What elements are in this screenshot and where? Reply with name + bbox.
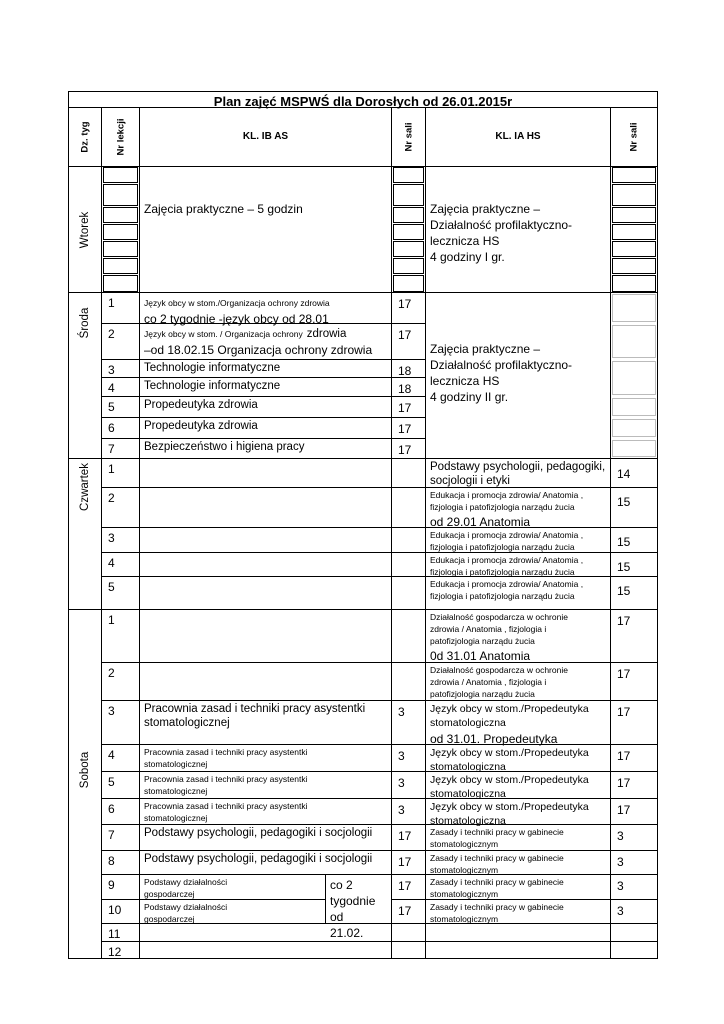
lesson-number: 7 [101, 824, 140, 851]
subject: Technologie informatyczne [144, 362, 281, 374]
lesson-cell [139, 438, 392, 459]
room-number: 3 [391, 798, 426, 825]
header-room-a-label: Nr sali [403, 122, 414, 152]
room-number: 18 [391, 359, 426, 378]
room-number [391, 923, 426, 942]
lesson-cell [425, 798, 611, 825]
lesson-cell [139, 824, 392, 851]
empty-slot [103, 184, 138, 206]
empty-slot [612, 294, 656, 322]
room-number [610, 941, 658, 959]
lesson-cell [425, 662, 611, 701]
header-lesson-no [101, 107, 140, 167]
lesson-number: 4 [101, 377, 140, 397]
subject: Język obcy w stom./Propedeutyka stomatologiczna [430, 747, 589, 773]
lesson-cell [139, 850, 392, 875]
room-number: 17 [391, 323, 426, 360]
header-class-ia: KL. IA HS [425, 107, 611, 167]
subject: Edukacja i promocja zdrowia/ Anatomia , fizjologia i patofizjologia narządu żucia [430, 555, 584, 577]
day-saturday [68, 609, 102, 959]
room-number: 17 [391, 850, 426, 875]
empty-slot [612, 224, 656, 240]
lesson-cell [139, 552, 392, 577]
subject: Propedeutyka zdrowia [144, 399, 258, 411]
lesson-cell [139, 377, 392, 397]
subject: Pracownia zasad i techniki pracy asystentki stomatologicznej [144, 703, 366, 729]
lesson-cell [425, 744, 611, 772]
page-title: Plan zajęć MSPWŚ dla Dorosłych od 26.01.2015r [68, 91, 658, 108]
subject: Edukacja i promocja zdrowia/ Anatomia , fizjologia i patofizjologia narządu żucia [430, 490, 584, 512]
lesson-cell [139, 323, 392, 360]
lesson-cell [425, 487, 611, 528]
day-label: Sobota [79, 751, 91, 789]
subject: Edukacja i promocja zdrowia/ Anatomia , fizjologia i patofizjologia narządu żucia [430, 530, 584, 552]
subject: Podstawy psychologii, pedagogiki i socjologii [144, 827, 373, 839]
lesson-number: 2 [101, 662, 140, 701]
empty-slot [612, 275, 656, 292]
empty-slot [103, 224, 138, 240]
empty-slot [612, 398, 656, 416]
empty-slot [612, 184, 656, 206]
room-number: 3 [610, 899, 658, 924]
lesson-number: 1 [101, 458, 140, 488]
room-number [391, 458, 426, 488]
lesson-cell [425, 850, 611, 875]
room-number: 3 [610, 824, 658, 851]
lesson-cell [139, 874, 326, 900]
room-number: 3 [610, 850, 658, 875]
subject: Podstawy psychologii, pedagogiki, socjologii i etyki [430, 461, 606, 487]
subject: Język obcy w stom./Propedeutyka stomatologiczna [430, 801, 589, 827]
lesson-cell [139, 899, 326, 924]
lesson-number: 2 [101, 323, 140, 360]
subject: Zasady i techniki pracy w gabinecie stomatologicznym [430, 827, 564, 849]
lesson-cell [139, 941, 392, 959]
empty-slot [393, 275, 424, 292]
subject-note: od 31.01. Propedeutyka [430, 732, 558, 746]
room-number: 17 [391, 899, 426, 924]
room-number: 3 [391, 700, 426, 745]
room-number [391, 662, 426, 701]
lesson-cell [425, 576, 611, 610]
room-number [391, 609, 426, 663]
lesson-cell [425, 458, 611, 488]
wednesday-ia-text: Zajęcia praktyczne – Działalność profilaktyczno- lecznicza HS 4 godziny II gr. [430, 342, 573, 404]
room-number: 17 [610, 771, 658, 799]
lesson-number: 3 [101, 527, 140, 553]
subject-note: 0d 31.01 Anatomia [430, 649, 531, 663]
lesson-number: 5 [101, 576, 140, 610]
room-number: 17 [610, 609, 658, 663]
subject: Edukacja i promocja zdrowia/ Anatomia , fizjologia i patofizjologia narządu żucia [430, 579, 584, 601]
lesson-cell [139, 396, 392, 418]
lesson-cell [139, 417, 392, 439]
subject: Technologie informatyczne [144, 380, 281, 392]
empty-slot [393, 184, 424, 206]
empty-slot [393, 224, 424, 240]
tuesday-ib-practice [139, 166, 392, 293]
lesson-cell [139, 771, 392, 799]
subject-small: Język obcy w stom./Organizacja ochrony zdrowia [144, 298, 330, 308]
lesson-cell [425, 609, 611, 663]
lesson-cell [139, 487, 392, 528]
day-label: Środa [79, 307, 91, 339]
room-number: 17 [391, 292, 426, 324]
empty-slot [612, 167, 656, 183]
lesson-number: 7 [101, 438, 140, 459]
cell-line [140, 324, 391, 342]
lesson-number: 4 [101, 744, 140, 772]
lesson-cell [425, 552, 611, 577]
header-room-b [610, 107, 658, 167]
subject: Podstawy działalności gospodarczej [144, 877, 228, 899]
lesson-cell [139, 292, 392, 324]
empty-slot [393, 207, 424, 223]
room-number [391, 576, 426, 610]
subject-tail: zdrowia [306, 328, 347, 340]
day-thursday [68, 458, 102, 610]
subject: Zasady i techniki pracy w gabinecie stomatologicznym [430, 853, 564, 875]
subject: Bezpieczeństwo i higiena pracy [144, 441, 305, 453]
lesson-number: 9 [101, 874, 140, 900]
room-number: 14 [610, 458, 658, 488]
lesson-cell [139, 700, 392, 745]
lesson-cell [425, 941, 611, 959]
room-number: 17 [391, 417, 426, 439]
lesson-number: 8 [101, 850, 140, 875]
lesson-cell [139, 458, 392, 488]
room-number: 15 [610, 552, 658, 577]
lesson-cell [139, 798, 392, 825]
subject: Propedeutyka zdrowia [144, 420, 258, 432]
lesson-number: 5 [101, 771, 140, 799]
lesson-number: 6 [101, 798, 140, 825]
tuesday-ia-text: Zajęcia praktyczne – Działalność profilaktyczno- lecznicza HS 4 godziny I gr. [430, 202, 573, 264]
room-number: 17 [391, 874, 426, 900]
day-wednesday [68, 292, 102, 459]
subject-small: Język obcy w stom. / Organizacja ochrony [144, 329, 303, 339]
lesson-cell [139, 662, 392, 701]
room-number [391, 487, 426, 528]
wednesday-ia-practice [425, 292, 611, 459]
subject: Działalność gospodarcza w ochronie zdrowia / Anatomia , fizjologia i patofizjologia narządu żucia [430, 665, 568, 699]
lesson-number: 1 [101, 292, 140, 324]
empty-slot [103, 258, 138, 274]
empty-slot [612, 361, 656, 395]
lesson-number: 3 [101, 700, 140, 745]
room-number: 17 [391, 396, 426, 418]
empty-slot [612, 440, 656, 457]
subject: Działalność gospodarcza w ochronie zdrowia / Anatomia , fizjologia i patofizjologia narządu żucia [430, 612, 568, 646]
subject: Pracownia zasad i techniki pracy asystentki stomatologicznej [144, 774, 308, 796]
lesson-number: 4 [101, 552, 140, 577]
room-number: 3 [391, 771, 426, 799]
room-number [391, 527, 426, 553]
biweekly-note [325, 874, 392, 940]
lesson-cell [425, 700, 611, 745]
lesson-number: 5 [101, 396, 140, 418]
lesson-number: 11 [101, 923, 140, 942]
empty-slot [612, 207, 656, 223]
lesson-cell [425, 899, 611, 924]
room-number: 15 [610, 487, 658, 528]
lesson-cell [139, 609, 392, 663]
empty-slot [393, 167, 424, 183]
lesson-cell [139, 527, 392, 553]
lesson-cell [139, 744, 392, 772]
lesson-number: 10 [101, 899, 140, 924]
subject: Język obcy w stom./Propedeutyka stomatologiczna [430, 703, 589, 729]
cell-line [140, 293, 391, 311]
room-number: 17 [610, 744, 658, 772]
lesson-number: 6 [101, 417, 140, 439]
room-number: 17 [391, 438, 426, 459]
header-class-ib: KL. IB AS [139, 107, 392, 167]
lesson-number: 2 [101, 487, 140, 528]
subject: Podstawy psychologii, pedagogiki i socjologii [144, 853, 373, 865]
subject: Zasady i techniki pracy w gabinecie stomatologicznym [430, 902, 564, 924]
subject: Podstawy działalności gospodarczej [144, 902, 228, 924]
empty-slot [393, 241, 424, 257]
empty-slot [612, 419, 656, 437]
subject-note: –od 18.02.15 Organizacja ochrony zdrowia [144, 343, 373, 357]
day-label: Wtorek [79, 211, 91, 248]
day-label: Czwartek [79, 463, 91, 511]
day-tuesday [68, 166, 102, 293]
empty-slot [612, 241, 656, 257]
subject: Pracownia zasad i techniki pracy asystentki stomatologicznej [144, 801, 308, 823]
room-number: 15 [610, 527, 658, 553]
tuesday-ia-practice [425, 166, 611, 293]
empty-slot [103, 275, 138, 292]
subject: Pracownia zasad i techniki pracy asystentki stomatologicznej [144, 747, 308, 769]
subject: Język obcy w stom./Propedeutyka stomatologiczna [430, 774, 589, 800]
header-lesson-no-label: Nr lekcji [115, 118, 126, 156]
header-day [68, 107, 102, 167]
lesson-cell [139, 576, 392, 610]
header-day-label: Dz. tyg [79, 121, 91, 153]
lesson-cell [425, 824, 611, 851]
tuesday-ib-text: Zajęcia praktyczne – 5 godzin [144, 202, 303, 216]
lesson-number: 3 [101, 359, 140, 378]
empty-slot [103, 167, 138, 183]
room-number: 3 [610, 874, 658, 900]
lesson-number: 12 [101, 941, 140, 959]
empty-slot [612, 325, 656, 358]
lesson-cell [425, 923, 611, 942]
header-room-a [391, 107, 426, 167]
empty-slot [612, 258, 656, 274]
room-number [391, 941, 426, 959]
room-number: 3 [391, 744, 426, 772]
room-number: 17 [610, 798, 658, 825]
lesson-cell [425, 771, 611, 799]
empty-slot [393, 258, 424, 274]
room-number: 15 [610, 576, 658, 610]
lesson-cell [139, 359, 392, 378]
room-number [391, 552, 426, 577]
subject: Zasady i techniki pracy w gabinecie stomatologicznym [430, 877, 564, 899]
room-number: 17 [610, 700, 658, 745]
schedule-table [68, 91, 657, 958]
room-number [610, 923, 658, 942]
lesson-number: 1 [101, 609, 140, 663]
header-room-b-label: Nr sali [628, 122, 640, 152]
lesson-cell [425, 527, 611, 553]
room-number: 17 [610, 662, 658, 701]
empty-slot [103, 207, 138, 223]
subject-note: od 29.01 Anatomia [430, 515, 531, 529]
room-number: 18 [391, 377, 426, 397]
room-number: 17 [391, 824, 426, 851]
subject-note: co 2 tygodnie -język obcy od 28.01 [144, 312, 329, 326]
lesson-cell [425, 874, 611, 900]
biweekly-note-text: co 2 tygodnie od 21.02. [330, 878, 376, 940]
empty-slot [103, 241, 138, 257]
